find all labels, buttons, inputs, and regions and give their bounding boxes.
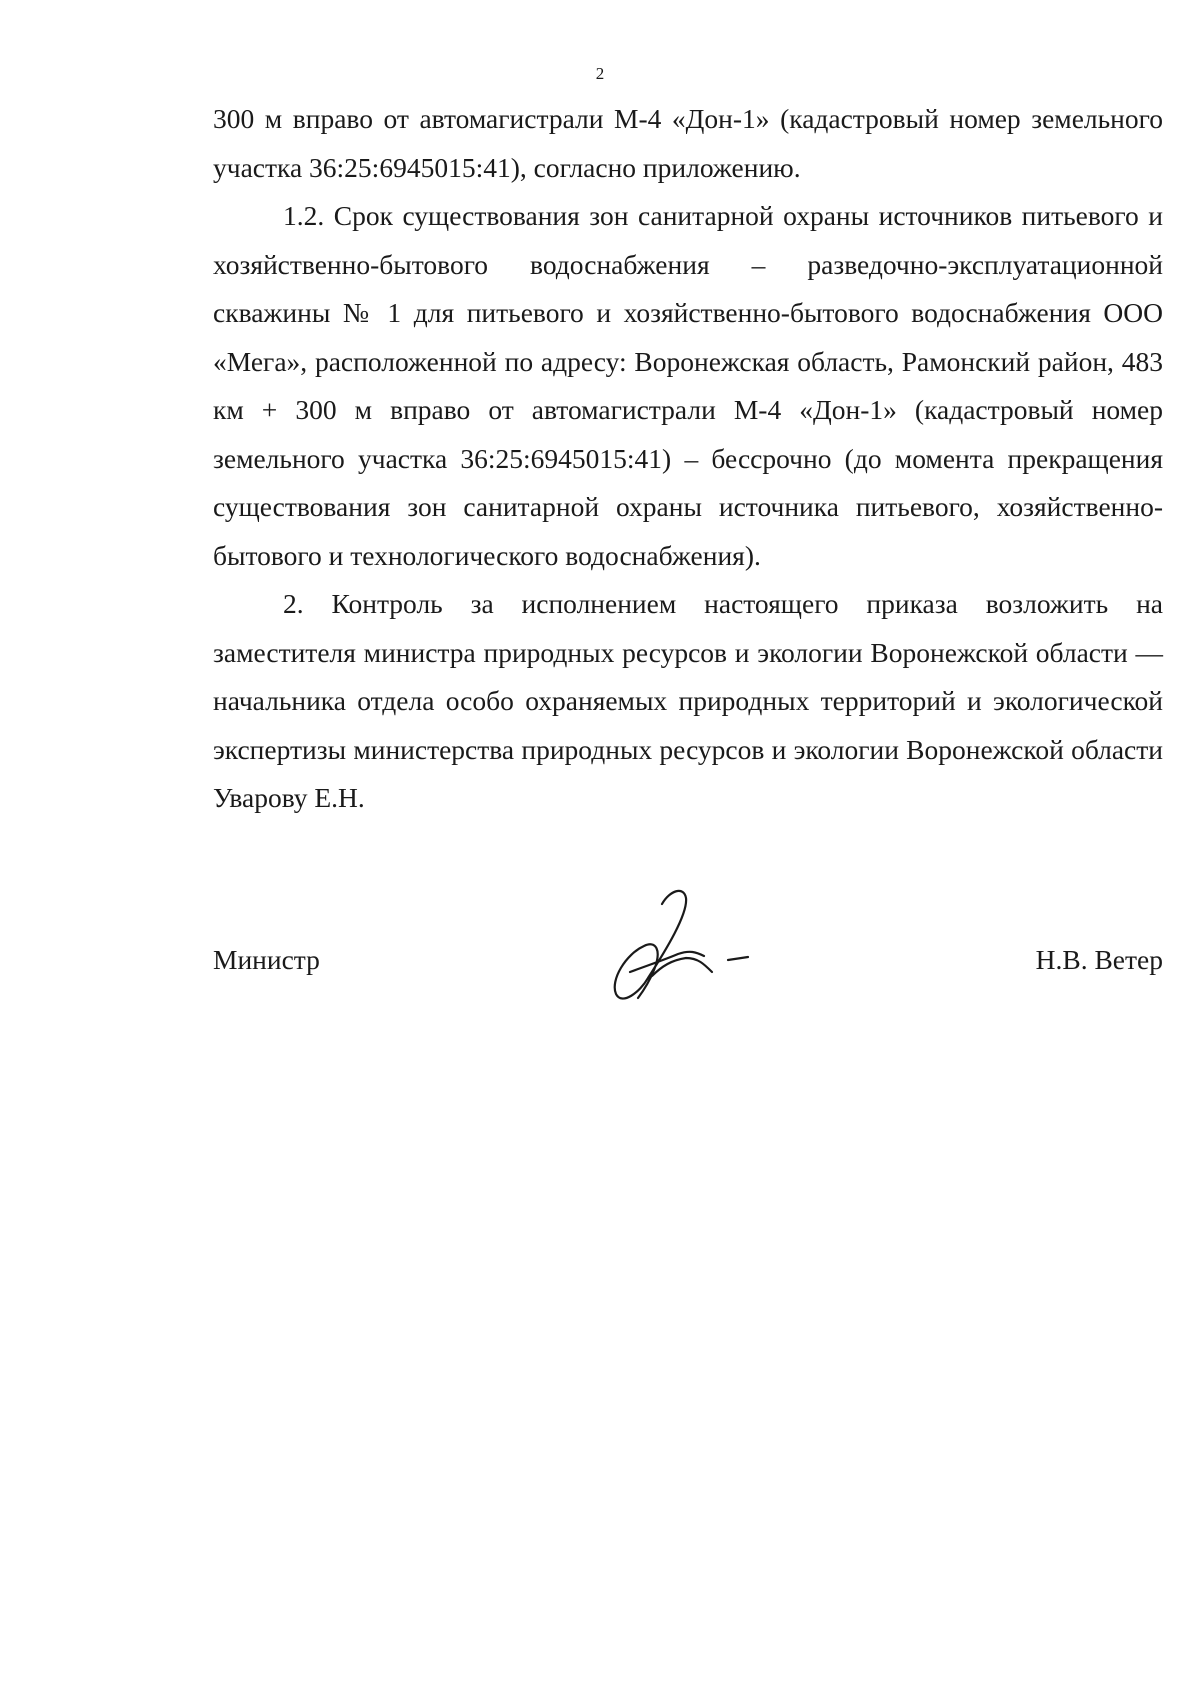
signatory-name: Н.В. Ветер xyxy=(1035,944,1163,975)
paragraph-1-2-term: 1.2. Срок существования зон санитарной охраны источников питьевого и хозяйственно-бытового водоснабжения – разведочно-эксплуатационной скважины № 1 для питьевого и хозяйственно-бытового водоснабжения ООО «Мега», расположенной по адресу: Воронежская область, Рамонский район, 483 км + 300 м вправо от автомагистрали М-4 «Дон-1» (кадастровый номер земельного участка 36:25:6945015:41) – бессрочно (до момента прекращения существования зон санитарной охраны источника питьевого, хозяйственно-бытового и технологического водоснабжения). xyxy=(213,200,1163,571)
page-number: 2 xyxy=(595,64,605,83)
paragraph-2-control: 2. Контроль за исполнением настоящего приказа возложить на заместителя министра природных ресурсов и экологии Воронежской области — начальника отдела особо охраняемых природных территорий и экологической экспертизы министерства природных ресурсов и экологии Воронежской области Уварову Е.Н. xyxy=(213,588,1163,813)
signatory-title: Министр xyxy=(213,944,320,975)
signature-stroke-end xyxy=(728,957,748,960)
signature-stroke-loop xyxy=(615,891,686,999)
signature-stroke-cross xyxy=(630,952,704,972)
paragraph-continuation: 300 м вправо от автомагистрали М-4 «Дон-1» (кадастровый номер земельного участка 36:25:6945015:41), согласно приложению. xyxy=(213,103,1163,183)
document-body xyxy=(213,95,1163,823)
handwritten-signature-icon xyxy=(600,880,780,1020)
